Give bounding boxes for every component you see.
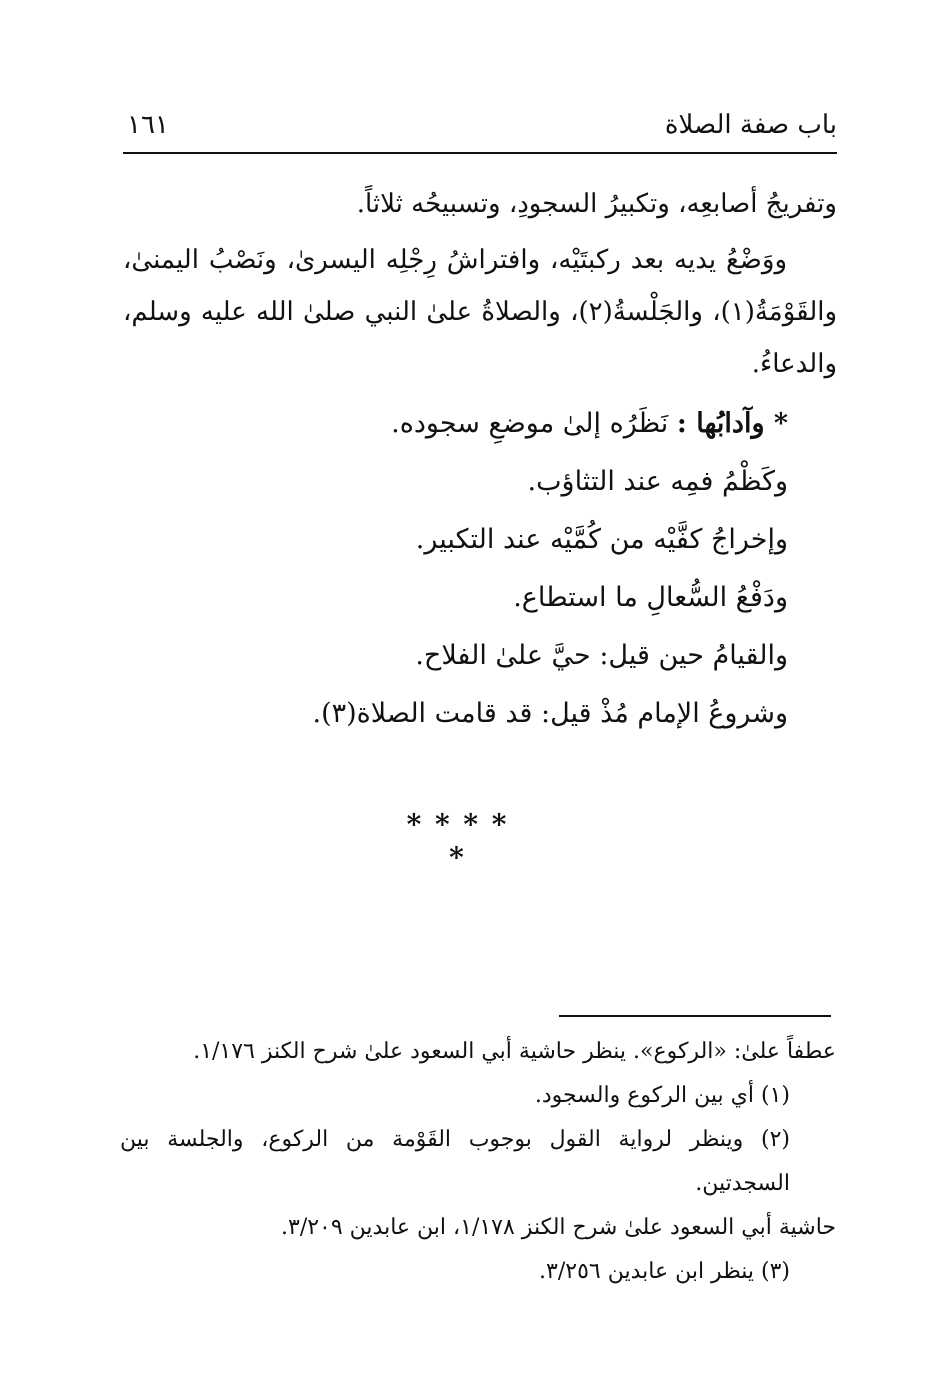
footnote-rule [559, 1015, 831, 1017]
adab-item-3: وإخراجُ كفَّيْه من كُمَّيْه عند التكبير. [415, 524, 788, 555]
footnotes [120, 1030, 836, 1294]
adab-item-2: وكَظْمُ فمِه عند التثاؤب. [527, 466, 788, 497]
adab-item-5: والقيامُ حين قيل: حيَّ علىٰ الفلاح. [415, 640, 788, 671]
footnote-2-line-1: (٢) وينظر لرواية القول بوجوب القَوْمة من الركوع، والجلسة بين السجدتين. [120, 1127, 790, 1196]
section-separator: * * * * * [406, 808, 509, 874]
chapter-title: باب صفة الصلاة [664, 110, 837, 140]
adab-heading: * وآدابُها : [676, 408, 788, 439]
footnote-1: (١) أي بين الركوع والسجود. [534, 1083, 790, 1108]
adab-item-4: ودَفْعُ السُّعالِ ما استطاع. [513, 582, 788, 613]
page-number: ١٦١ [127, 110, 169, 140]
adab-item-1 [228, 395, 788, 453]
footnote-2-line-2: حاشية أبي السعود علىٰ شرح الكنز ١/١٧٨، ابن عابدين ٣/٢٠٩. [281, 1215, 836, 1240]
footnote-carryover: عطفاً علىٰ: «الركوع». ينظر حاشية أبي السعود علىٰ شرح الكنز ١/١٧٦. [193, 1039, 836, 1064]
paragraph-1: وتفريجُ أصابعِه، وتكبيرُ السجودِ، وتسبيحُه ثلاثاً. [356, 189, 837, 219]
adab-item-6: وشروعُ الإمام مُذْ قيل: قد قامت الصلاة(٣). [312, 698, 788, 729]
main-text [123, 178, 837, 390]
paragraph-2: ووَضْعُ يديه بعد ركبتَيْه، وافتراشُ رِجْلِه اليسرىٰ، ونَصْبُ اليمنىٰ، والقَوْمَةُ(١)، والجَلْسةُ(٢)، والصلاةُ علىٰ النبي صلىٰ الله عليه وسلم، والدعاءُ. [123, 245, 838, 379]
adab-item-text: نَظَرُه إلىٰ موضعِ سجوده. [391, 408, 677, 439]
adab-list [228, 395, 788, 743]
running-header [123, 108, 837, 154]
footnote-3: (٣) ينظر ابن عابدين ٣/٢٥٦. [539, 1259, 790, 1284]
